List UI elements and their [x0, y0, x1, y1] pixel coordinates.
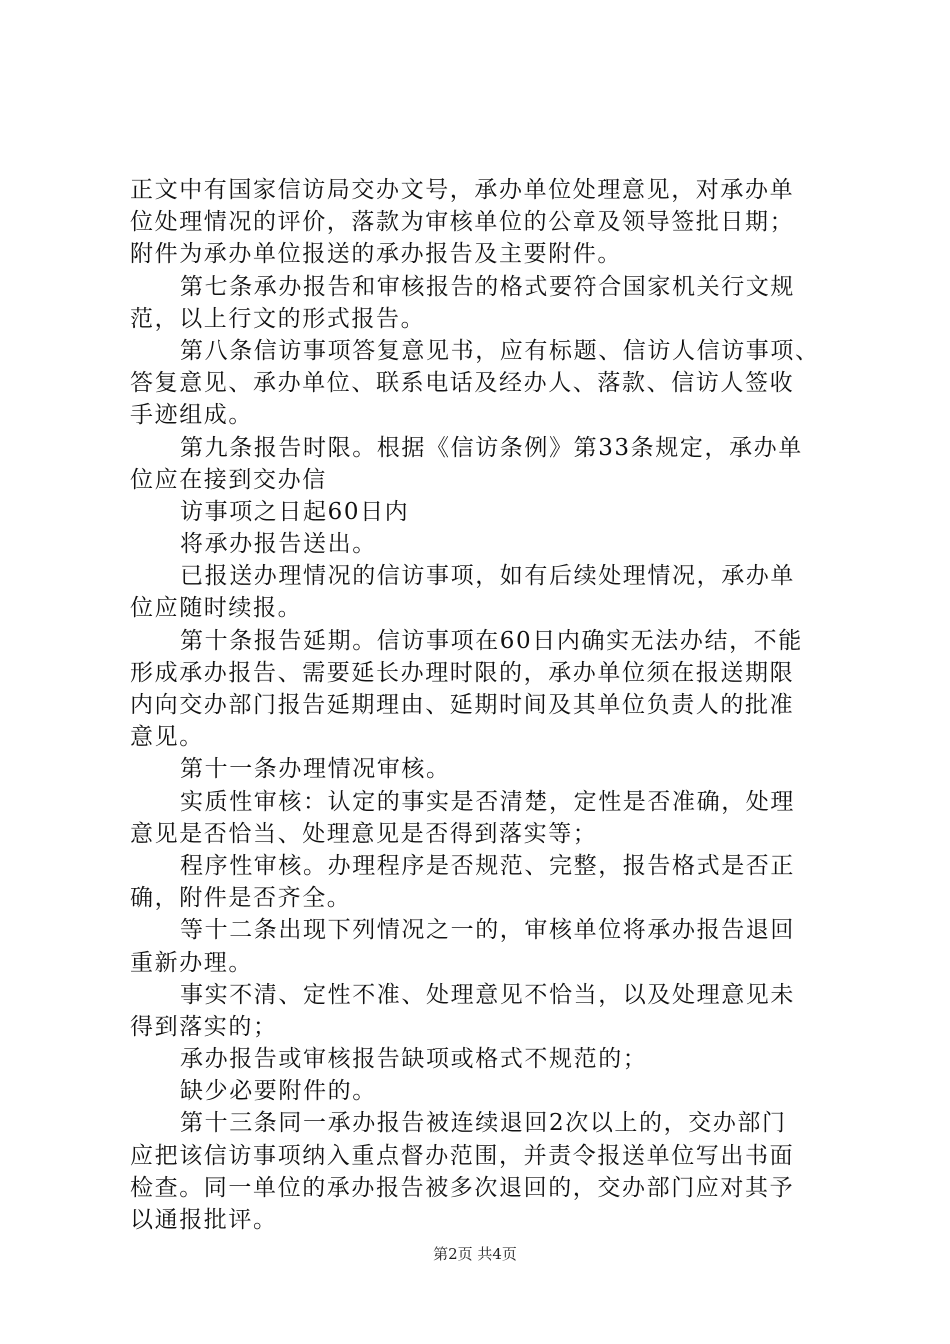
text-line: 访事项之日起60日内: [180, 498, 410, 525]
text-line: 范，以上行文的形式报告。: [130, 305, 426, 332]
text-line: 意见是否恰当、处理意见是否得到落实等；: [130, 820, 598, 847]
text-line: 位应在接到交办信: [130, 466, 327, 493]
page-footer: [0, 1244, 950, 1264]
text-line: 意见。: [130, 724, 204, 751]
text-line: 形成承办报告、需要延长办理时限的，承办单位须在报送期限: [130, 659, 795, 686]
text-line: 位处理情况的评价，落款为审核单位的公章及领导签批日期；: [130, 209, 795, 236]
text-line: 正文中有国家信访局交办文号，承办单位处理意见，对承办单: [130, 177, 795, 203]
text-line: 内向交办部门报告延期理由、延期时间及其单位负责人的批准: [130, 692, 795, 718]
text-line: 承办报告或审核报告缺项或格式不规范的；: [180, 1046, 648, 1073]
text-line: 第八条信访事项答复意见书，应有标题、信访人信访事项、: [180, 337, 820, 364]
text-line: 重新办理。: [130, 949, 253, 976]
text-line: 实质性审核：认定的事实是否清楚，定性是否准确，处理: [180, 788, 795, 815]
text-line: 已报送办理情况的信访事项，如有后续处理情况，承办单: [180, 563, 795, 590]
text-line: 缺少必要附件的。: [180, 1078, 377, 1105]
page-number: 第2页 共4页: [433, 1245, 517, 1263]
text-line: 第七条承办报告和审核报告的格式要符合国家机关行文规: [180, 273, 795, 300]
text-line: 手迹组成。: [130, 402, 253, 429]
text-line: 第九条报告时限。根据《信访条例》第33条规定，承办单: [180, 434, 803, 461]
document-body: [130, 174, 850, 1236]
text-line: 第十一条办理情况审核。: [180, 756, 451, 783]
text-line: 得到落实的；: [130, 1013, 278, 1040]
text-line: 位应随时续报。: [130, 595, 303, 622]
text-line: 应把该信访事项纳入重点督办范围，并责令报送单位写出书面: [130, 1142, 795, 1169]
text-line: 等十二条出现下列情况之一的，审核单位将承办报告退回: [180, 917, 795, 944]
text-line: 答复意见、承办单位、联系电话及经办人、落款、信访人签收: [130, 370, 795, 397]
text-line: 将承办报告送出。: [180, 531, 377, 558]
text-line: 第十三条同一承办报告被连续退回2次以上的，交办部门: [180, 1110, 787, 1137]
text-line: 程序性审核。办理程序是否规范、完整，报告格式是否正: [180, 852, 795, 879]
text-line: 检查。同一单位的承办报告被多次退回的，交办部门应对其予: [130, 1174, 795, 1201]
text-line: 第十条报告延期。信访事项在60日内确实无法办结，不能: [180, 627, 803, 654]
text-line: 事实不清、定性不准、处理意见不恰当，以及处理意见未: [180, 981, 795, 1008]
text-line: 以通报批评。: [130, 1207, 278, 1233]
text-line: 确，附件是否齐全。: [130, 885, 352, 912]
text-line: 附件为承办单位报送的承办报告及主要附件。: [130, 241, 622, 268]
